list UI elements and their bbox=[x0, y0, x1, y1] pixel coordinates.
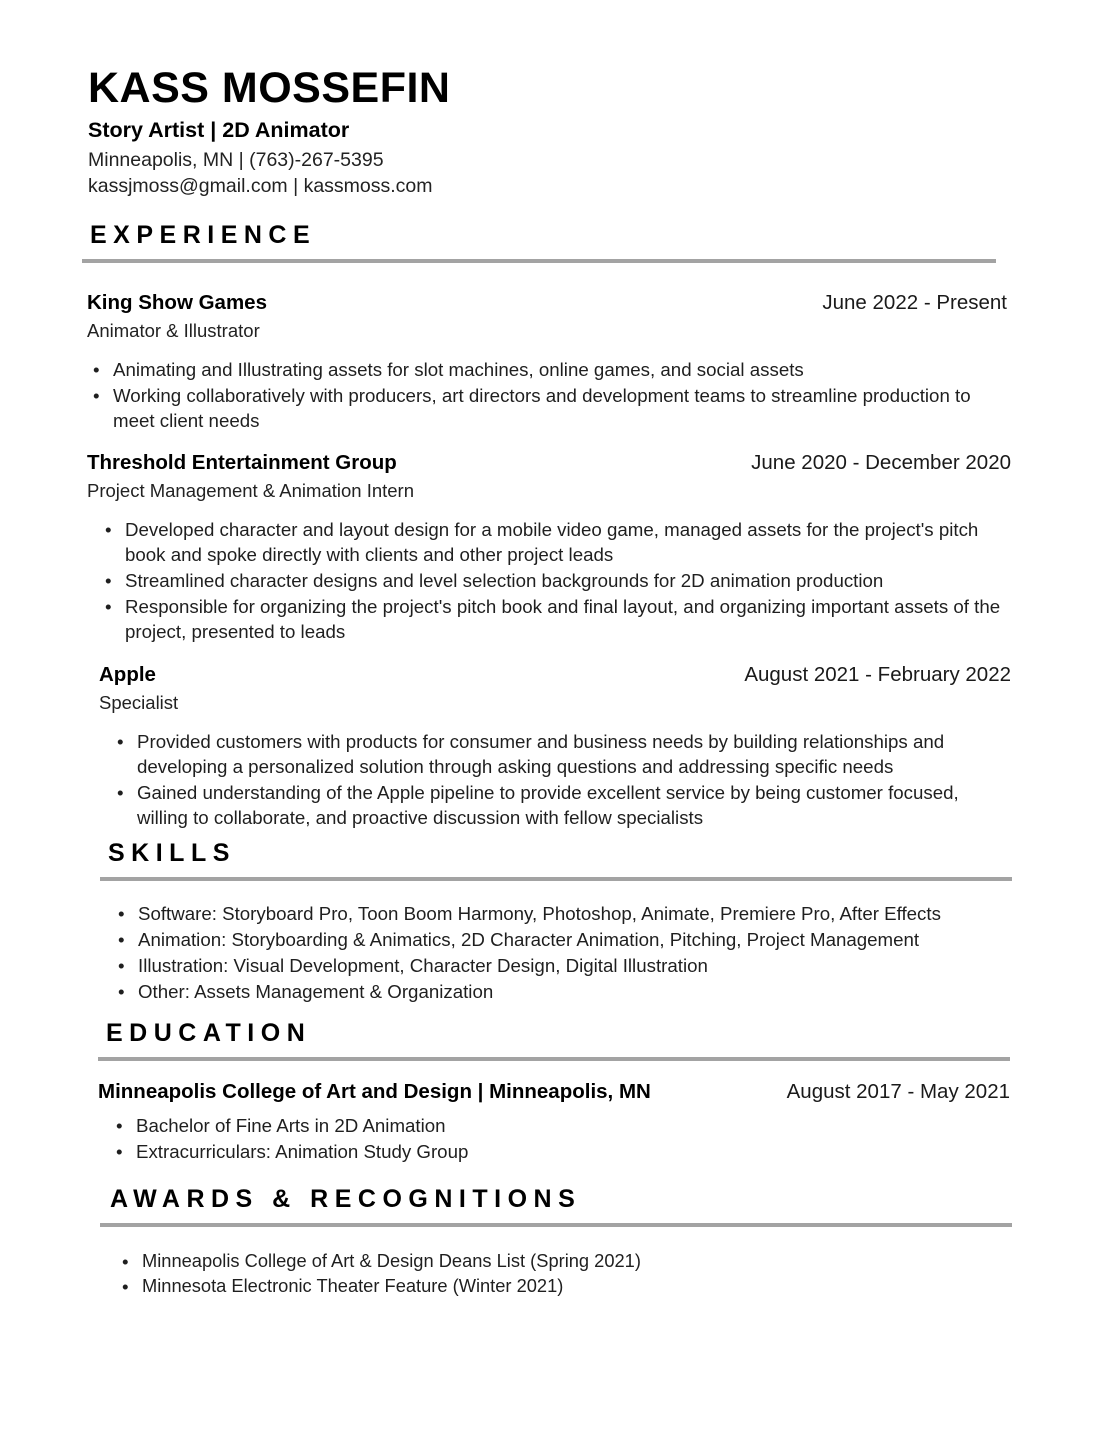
entry-header-row bbox=[87, 450, 1011, 477]
list-item bbox=[99, 517, 1011, 567]
awards-heading: AWARDS & RECOGNITIONS bbox=[110, 1185, 582, 1213]
bullet-dot-icon: • bbox=[118, 980, 125, 1002]
entry-bullet-list bbox=[99, 517, 1011, 644]
education-date-range: August 2017 - May 2021 bbox=[786, 1079, 1010, 1103]
candidate-headline: Story Artist | 2D Animator bbox=[88, 118, 350, 143]
entry-role-title: Specialist bbox=[99, 691, 179, 713]
list-item-text: Streamlined character designs and level selection backgrounds for 2D animation production bbox=[125, 569, 884, 591]
bullet-dot-icon: • bbox=[105, 518, 112, 540]
list-item bbox=[112, 979, 1012, 1004]
bullet-dot-icon: • bbox=[118, 902, 125, 924]
list-item bbox=[99, 568, 1011, 593]
list-item bbox=[87, 383, 1007, 433]
entry-bullets-wrapper bbox=[99, 729, 1011, 830]
entry-header-row bbox=[87, 290, 1007, 317]
experience-section bbox=[82, 221, 1011, 828]
list-item bbox=[99, 594, 1011, 644]
skills-section bbox=[100, 840, 1012, 1005]
list-item bbox=[111, 729, 1011, 779]
entry-bullets-wrapper bbox=[87, 357, 1007, 433]
contact-location-phone: Minneapolis, MN | (763)-267-5395 bbox=[88, 149, 384, 172]
candidate-name: KASS MOSSEFIN bbox=[88, 64, 451, 112]
skills-divider bbox=[100, 877, 1012, 881]
entry-date-range: June 2022 - Present bbox=[822, 291, 1007, 314]
list-item-text: Software: Storyboard Pro, Toon Boom Harmony, Photoshop, Animate, Premiere Pro, After Effects bbox=[138, 902, 941, 924]
list-item bbox=[112, 901, 1012, 926]
list-item bbox=[112, 927, 1012, 952]
entry-role-title: Animator & Illustrator bbox=[87, 319, 260, 341]
list-item-text: Working collaboratively with producers, art directors and development teams to streamline production to meet client needs bbox=[113, 384, 971, 431]
education-divider bbox=[98, 1057, 1010, 1061]
list-item-text: Animating and Illustrating assets for slot machines, online games, and social assets bbox=[113, 358, 804, 380]
education-bullet-list bbox=[98, 1113, 1010, 1164]
list-item-text: Provided customers with products for consumer and business needs by building relationships and developing a personalized solution through asking questions and addressing specific needs bbox=[137, 730, 945, 777]
list-item-text: Illustration: Visual Development, Character Design, Digital Illustration bbox=[138, 954, 708, 976]
skills-bullet-list bbox=[100, 901, 1012, 1004]
entry-bullets-wrapper bbox=[87, 517, 1011, 644]
entry-bullet-list bbox=[87, 357, 1007, 433]
education-school-name: Minneapolis College of Art and Design | Minneapolis, MN bbox=[98, 1079, 651, 1103]
bullet-dot-icon: • bbox=[118, 954, 125, 976]
education-section bbox=[98, 1020, 1010, 1165]
list-item bbox=[111, 780, 1011, 830]
list-item bbox=[87, 357, 1007, 382]
bullet-dot-icon: • bbox=[117, 730, 124, 752]
list-item bbox=[110, 1113, 1010, 1138]
bullet-dot-icon: • bbox=[122, 1250, 129, 1272]
list-item-text: Gained understanding of the Apple pipeline to provide excellent service by being customer focused, willing to collaborate, and proactive discussion with fellow specialists bbox=[137, 781, 959, 828]
list-item-text: Developed character and layout design for a mobile video game, managed assets for the project's pitch book and spoke directly with clients and other project leads bbox=[125, 518, 979, 565]
list-item-text: Other: Assets Management & Organization bbox=[138, 980, 494, 1002]
list-item-text: Bachelor of Fine Arts in 2D Animation bbox=[136, 1115, 446, 1137]
awards-section bbox=[100, 1186, 1012, 1300]
awards-divider bbox=[100, 1223, 1012, 1227]
entry-organization: King Show Games bbox=[87, 291, 267, 314]
list-item-text: Minneapolis College of Art & Design Deans List (Spring 2021) bbox=[142, 1249, 641, 1271]
entry-date-range: June 2020 - December 2020 bbox=[751, 451, 1011, 474]
bullet-dot-icon: • bbox=[117, 781, 124, 803]
bullet-dot-icon: • bbox=[93, 358, 100, 380]
education-heading: EDUCATION bbox=[106, 1019, 312, 1047]
entry-header-row bbox=[99, 662, 1011, 689]
experience-entry bbox=[87, 290, 1007, 434]
entry-bullet-list bbox=[111, 729, 1011, 830]
experience-entry bbox=[87, 450, 1011, 645]
list-item-text: Responsible for organizing the project's pitch book and final layout, and organizing important assets of the project, presented to leads bbox=[125, 595, 1001, 642]
list-item bbox=[116, 1249, 1012, 1274]
bullet-dot-icon: • bbox=[116, 1141, 123, 1163]
skills-heading: SKILLS bbox=[108, 839, 236, 867]
list-item-text: Animation: Storyboarding & Animatics, 2D Character Animation, Pitching, Project Management bbox=[138, 928, 920, 950]
education-entry bbox=[98, 1079, 1010, 1165]
experience-divider bbox=[82, 259, 996, 263]
bullet-dot-icon: • bbox=[116, 1115, 123, 1137]
list-item-text: Extracurriculars: Animation Study Group bbox=[136, 1141, 469, 1163]
resume-header bbox=[88, 66, 1008, 200]
entry-header-row bbox=[98, 1079, 1010, 1106]
contact-email-website: kassjmoss@gmail.com | kassmoss.com bbox=[88, 175, 433, 198]
bullet-dot-icon: • bbox=[93, 384, 100, 406]
entry-organization: Threshold Entertainment Group bbox=[87, 451, 397, 474]
bullet-dot-icon: • bbox=[105, 569, 112, 591]
awards-bullet-list bbox=[100, 1249, 1012, 1299]
experience-heading: EXPERIENCE bbox=[90, 221, 317, 249]
bullet-dot-icon: • bbox=[122, 1276, 129, 1298]
list-item bbox=[112, 953, 1012, 978]
list-item bbox=[110, 1139, 1010, 1164]
entry-role-title: Project Management & Animation Intern bbox=[87, 479, 415, 501]
list-item-text: Minnesota Electronic Theater Feature (Winter 2021) bbox=[142, 1275, 564, 1297]
entry-date-range: August 2021 - February 2022 bbox=[744, 663, 1011, 686]
bullet-dot-icon: • bbox=[118, 928, 125, 950]
experience-entry bbox=[99, 662, 1011, 831]
bullet-dot-icon: • bbox=[105, 595, 112, 617]
list-item bbox=[116, 1274, 1012, 1299]
entry-organization: Apple bbox=[99, 663, 156, 686]
